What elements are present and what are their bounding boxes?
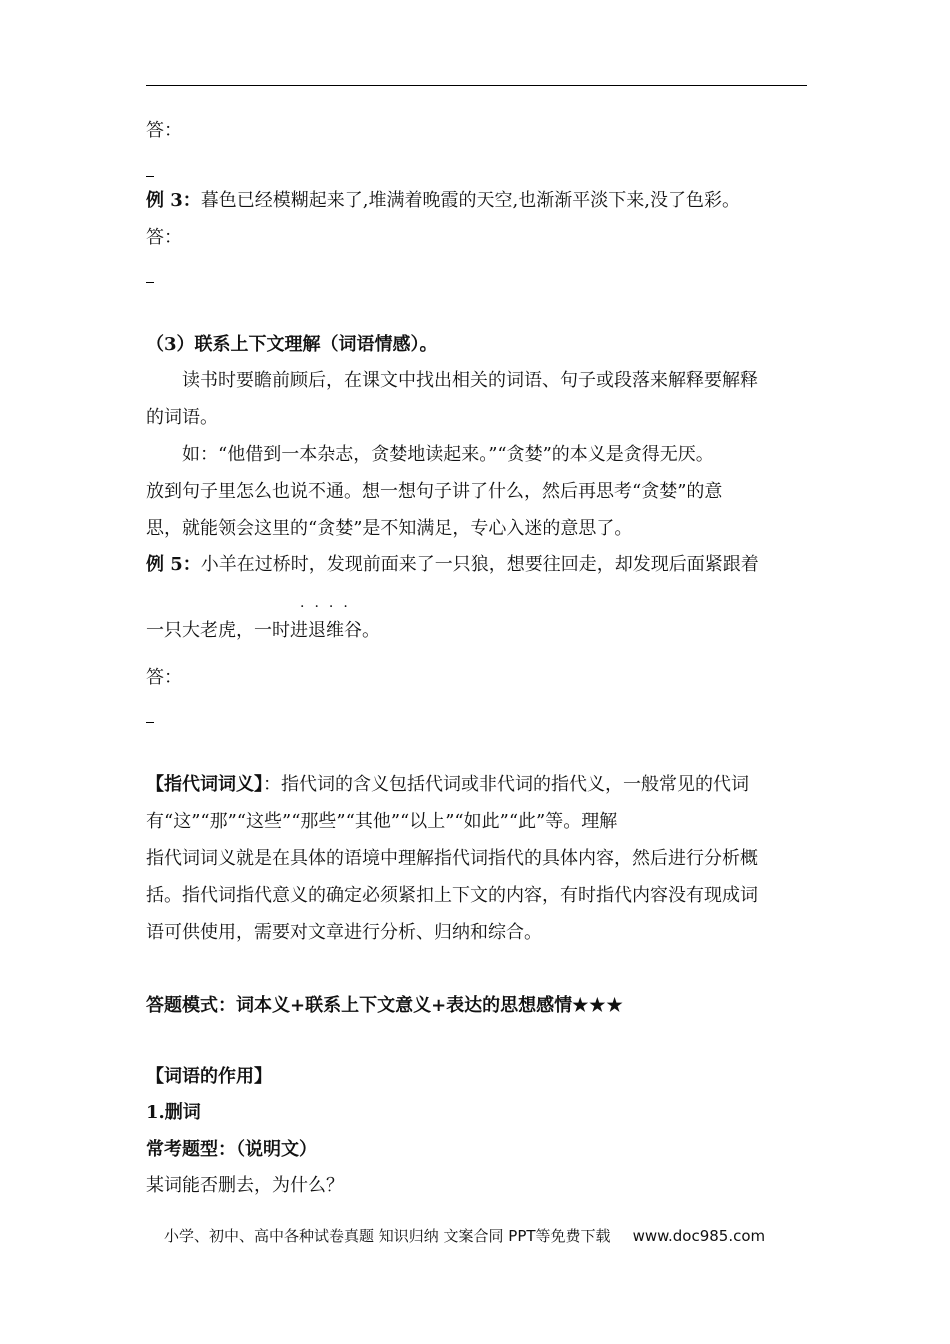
footer-site-link[interactable]: www.doc985.com bbox=[632, 1227, 766, 1245]
example-5-line1 bbox=[146, 554, 759, 576]
section-3-para2-line2: 放到句子里怎么也说不通。想一想句子讲了什么，然后再思考“贪婪”的意 bbox=[146, 481, 723, 502]
example-3-text: 暮色已经模糊起来了,堆满着晚霞的天空,也渐渐平淡下来,没了色彩。 bbox=[200, 190, 740, 211]
section-3-heading: （3）联系上下文理解（词语情感）。 bbox=[146, 334, 438, 355]
section-3-para1-line2: 的词语。 bbox=[146, 407, 218, 428]
pronoun-text: ：指代词的含义包括代词或非代词的指代义，一般常见的代词 bbox=[263, 774, 749, 795]
header-rule bbox=[146, 85, 807, 86]
page-footer bbox=[164, 1227, 765, 1245]
answer-label-2: 答： bbox=[146, 227, 182, 248]
pronoun-line3: 指代词词义就是在具体的语境中理解指代词指代的具体内容，然后进行分析概 bbox=[146, 848, 758, 869]
example-3-label: 例 3： bbox=[146, 190, 201, 211]
answer-blank-2 bbox=[146, 282, 154, 283]
pronoun-line1 bbox=[146, 774, 749, 796]
pronoun-line2: 有“这”“那”“这些”“那些”“其他”“以上”“如此”“此”等。理解 bbox=[146, 811, 618, 832]
answer-blank-1 bbox=[146, 176, 154, 177]
example-3 bbox=[146, 190, 740, 212]
word-function-title: 【词语的作用】 bbox=[146, 1066, 272, 1087]
star-icons: ★★★ bbox=[572, 995, 624, 1016]
footer-text: 小学、初中、高中各种试卷真题 知识归纳 文案合同 PPT等免费下载 bbox=[164, 1227, 611, 1245]
pronoun-title: 【指代词词义】 bbox=[146, 774, 263, 795]
answer-mode-text: 答题模式：词本义+联系上下文意义+表达的思想感情 bbox=[146, 995, 573, 1016]
example-5-label: 例 5： bbox=[146, 554, 201, 575]
answer-label-1: 答： bbox=[146, 120, 182, 141]
example-5-line2: 一只大老虎，一时进退维谷。 bbox=[146, 620, 380, 641]
section-3-para2-line3: 思，就能领会这里的“贪婪”是不知满足，专心入迷的意思了。 bbox=[146, 518, 633, 539]
pronoun-line5: 语可供使用，需要对文章进行分析、归纳和综合。 bbox=[146, 922, 542, 943]
item-1-delete-word: 1.删词 bbox=[146, 1102, 201, 1123]
emphasis-dots: ···· bbox=[300, 599, 358, 615]
answer-mode bbox=[146, 995, 624, 1017]
answer-blank-3 bbox=[146, 722, 154, 723]
section-3-para1-line1: 读书时要瞻前顾后，在课文中找出相关的词语、句子或段落来解释要解释 bbox=[182, 370, 758, 391]
example-5-text: 小羊在过桥时，发现前面来了一只狼，想要往回走，却发现后面紧跟着 bbox=[200, 554, 759, 575]
question-type-label: 常考题型：（说明文） bbox=[146, 1139, 317, 1160]
answer-label-3: 答： bbox=[146, 667, 182, 688]
pronoun-line4: 括。指代词指代意义的确定必须紧扣上下文的内容，有时指代内容没有现成词 bbox=[146, 885, 758, 906]
question-text: 某词能否删去，为什么？ bbox=[146, 1175, 344, 1196]
section-3-para2-line1: 如：“他借到一本杂志，贪婪地读起来。”“贪婪”的本义是贪得无厌。 bbox=[182, 444, 714, 465]
